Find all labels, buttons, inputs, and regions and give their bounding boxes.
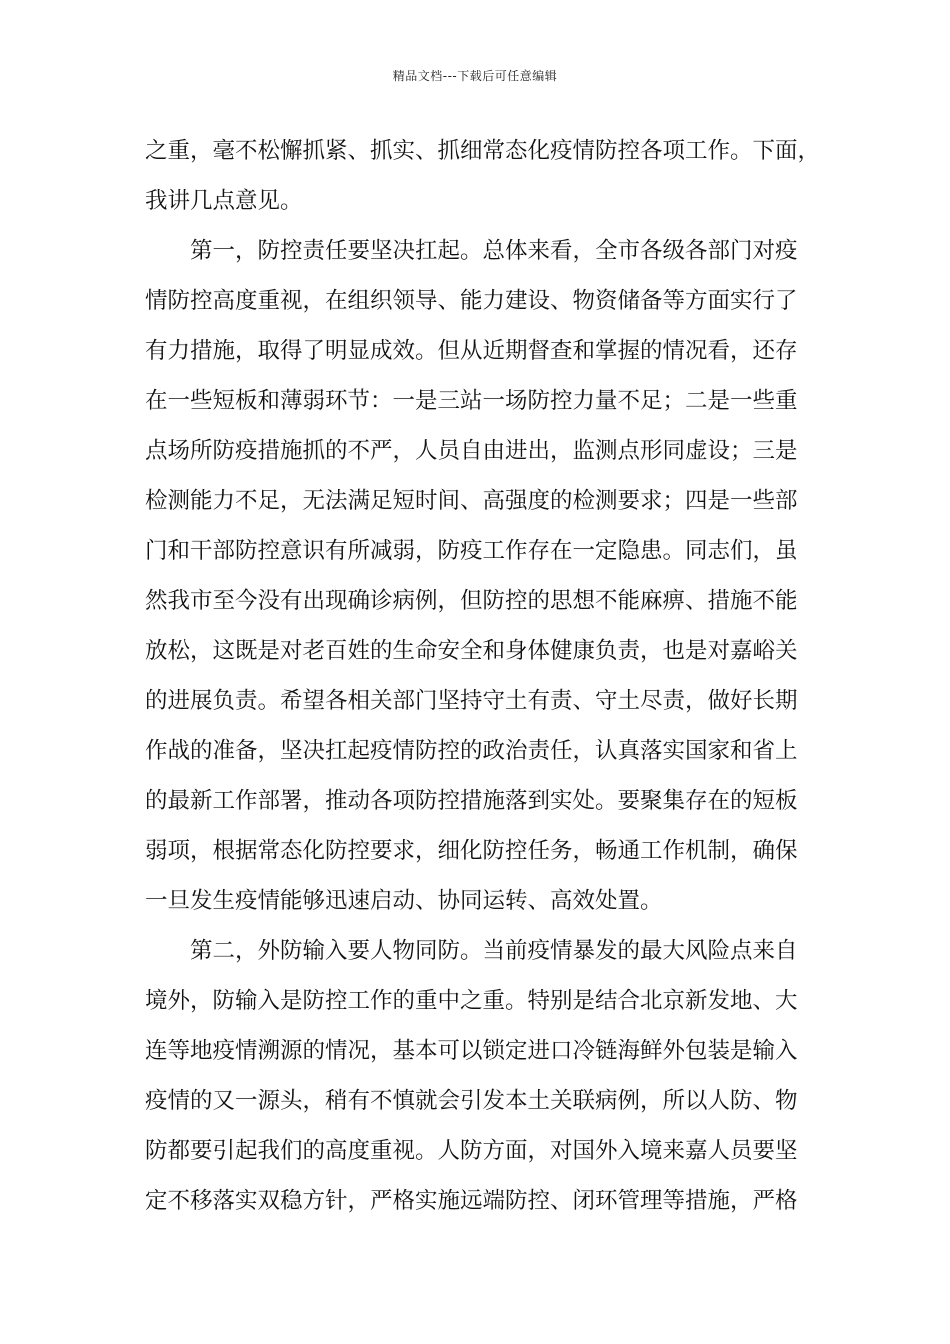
text-line: 门和干部防控意识有所减弱，防疫工作存在一定隐患。同志们，虽 — [145, 538, 798, 564]
text-line: 之重，毫不松懈抓紧、抓实、抓细常态化疫情防控各项工作。下面， — [145, 138, 821, 164]
text-line: 点场所防疫措施抓的不严，人员自由进出，监测点形同虚设；三是 — [145, 438, 798, 464]
text-line: 然我市至今没有出现确诊病例，但防控的思想不能麻痹、措施不能 — [145, 588, 798, 614]
text-line: 检测能力不足，无法满足短时间、高强度的检测要求；四是一些部 — [145, 488, 798, 514]
text-line: 的最新工作部署，推动各项防控措施落到实处。要聚集存在的短板 — [145, 788, 798, 814]
paragraph-first-line: 第一，防控责任要坚决扛起。总体来看，全市各级各部门对疫 — [190, 238, 798, 264]
text-line: 定不移落实双稳方针，严格实施远端防控、闭环管理等措施，严格 — [145, 1188, 798, 1214]
text-line: 疫情的又一源头，稍有不慎就会引发本土关联病例，所以人防、物 — [145, 1088, 798, 1114]
text-line: 弱项，根据常态化防控要求，细化防控任务，畅通工作机制，确保 — [145, 838, 798, 864]
text-line: 连等地疫情溯源的情况，基本可以锁定进口冷链海鲜外包装是输入 — [145, 1038, 798, 1064]
text-line: 有力措施，取得了明显成效。但从近期督查和掌握的情况看，还存 — [145, 338, 798, 364]
text-line: 在一些短板和薄弱环节：一是三站一场防控力量不足；二是一些重 — [145, 388, 798, 414]
text-line: 情防控高度重视，在组织领导、能力建设、物资储备等方面实行了 — [145, 288, 798, 314]
page-header: 精品文档---下载后可任意编辑 — [392, 69, 558, 83]
text-line: 防都要引起我们的高度重视。人防方面，对国外入境来嘉人员要坚 — [145, 1138, 798, 1164]
text-line: 的进展负责。希望各相关部门坚持守土有责、守土尽责，做好长期 — [145, 688, 798, 714]
text-line: 放松，这既是对老百姓的生命安全和身体健康负责，也是对嘉峪关 — [145, 638, 798, 664]
text-line: 一旦发生疫情能够迅速启动、协同运转、高效处置。 — [145, 888, 663, 914]
paragraph-first-line: 第二，外防输入要人物同防。当前疫情暴发的最大风险点来自 — [190, 938, 798, 964]
text-line: 我讲几点意见。 — [145, 188, 303, 214]
text-line: 作战的准备，坚决扛起疫情防控的政治责任，认真落实国家和省上 — [145, 738, 798, 764]
text-line: 境外，防输入是防控工作的重中之重。特别是结合北京新发地、大 — [145, 988, 798, 1014]
